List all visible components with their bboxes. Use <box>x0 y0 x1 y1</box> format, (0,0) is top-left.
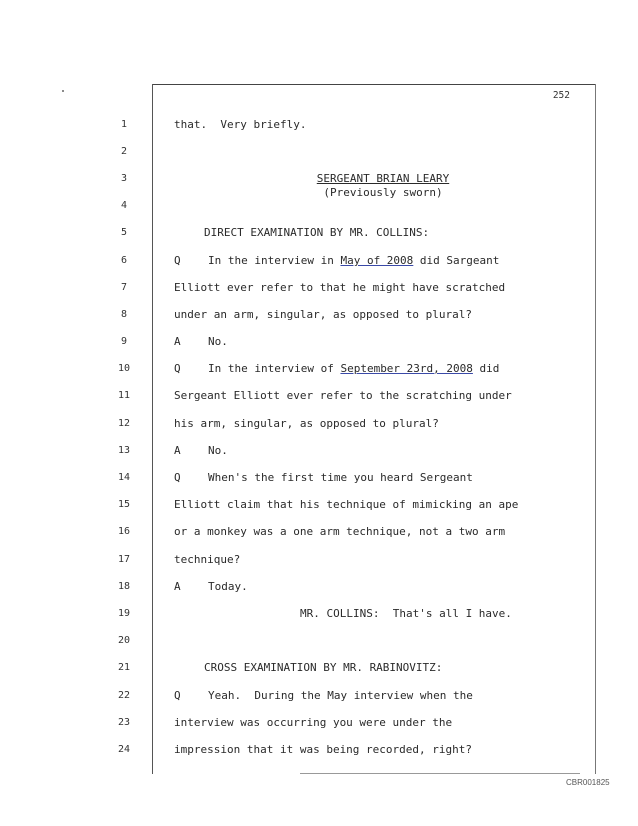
line-number: 3 <box>120 173 128 184</box>
line-number: 13 <box>117 445 131 456</box>
answer-tag: A <box>174 335 181 348</box>
transcript-segment: No. <box>208 335 228 348</box>
transcript-line: Elliott ever refer to that he might have scratched <box>174 281 506 294</box>
line-number: 17 <box>117 554 131 565</box>
line-number: 4 <box>120 200 128 211</box>
transcript-segment: No. <box>208 444 228 457</box>
page-border-top <box>152 84 596 85</box>
question-tag: Q <box>174 254 181 267</box>
page-border-bottom <box>300 773 580 774</box>
transcript-line: or a monkey was a one arm technique, not a two arm <box>174 525 506 538</box>
line-number: 10 <box>117 363 131 374</box>
transcript-segment: did Sargeant <box>413 254 500 267</box>
scan-speck <box>62 90 64 92</box>
transcript-line <box>174 689 584 702</box>
transcript-segment: In the interview of <box>208 362 341 375</box>
transcript-line: Sergeant Elliott ever refer to the scratching under <box>174 389 512 402</box>
transcript-line: that. Very briefly. <box>174 118 307 131</box>
line-number: 21 <box>117 662 131 673</box>
transcript-line <box>174 444 584 457</box>
transcript-segment: Today. <box>208 580 248 593</box>
line-number: 2 <box>120 146 128 157</box>
transcript-segment: When's the first time you heard Sergeant <box>208 471 473 484</box>
transcript-line: impression that it was being recorded, right? <box>174 743 473 756</box>
line-number: 12 <box>117 418 131 429</box>
examination-heading: CROSS EXAMINATION BY MR. RABINOVITZ: <box>204 661 443 674</box>
question-tag: Q <box>174 362 181 375</box>
examination-heading: DIRECT EXAMINATION BY MR. COLLINS: <box>204 226 430 239</box>
page-number: 252 <box>552 90 570 101</box>
handwritten-underline: May of 2008 <box>340 254 414 267</box>
line-number: 9 <box>120 336 128 347</box>
transcript-line <box>174 471 584 484</box>
transcript-line <box>174 335 584 348</box>
transcript-segment: did <box>472 362 500 375</box>
question-tag: Q <box>174 471 181 484</box>
transcript-line <box>174 580 584 593</box>
answer-tag: A <box>174 444 181 457</box>
answer-tag: A <box>174 580 181 593</box>
transcript-line: Elliott claim that his technique of mimicking an ape <box>174 498 519 511</box>
witness-name: SERGEANT BRIAN LEARY <box>316 172 450 185</box>
line-number: 1 <box>120 119 128 130</box>
line-number: 22 <box>117 690 131 701</box>
line-number: 15 <box>117 499 131 510</box>
question-tag: Q <box>174 689 181 702</box>
transcript-segment: In the interview in <box>208 254 341 267</box>
line-number: 23 <box>117 717 131 728</box>
transcript-line: MR. COLLINS: That's all I have. <box>300 607 512 620</box>
transcript-line: his arm, singular, as opposed to plural? <box>174 417 439 430</box>
line-number: 5 <box>120 227 128 238</box>
bates-number: CBR001825 <box>566 778 610 787</box>
line-number: 24 <box>117 744 131 755</box>
line-number: 14 <box>117 472 131 483</box>
transcript-line <box>174 254 584 267</box>
line-number: 16 <box>117 526 131 537</box>
line-number: 7 <box>120 282 128 293</box>
page-border-left <box>152 84 153 774</box>
transcript-segment: Yeah. During the May interview when the <box>208 689 473 702</box>
line-number: 18 <box>117 581 131 592</box>
handwritten-underline: September 23rd, 2008 <box>340 362 473 375</box>
transcript-line: interview was occurring you were under the <box>174 716 453 729</box>
line-number: 6 <box>120 255 128 266</box>
line-number: 20 <box>117 635 131 646</box>
witness-status: (Previously sworn) <box>323 186 443 199</box>
transcript-line <box>174 362 584 375</box>
line-number: 8 <box>120 309 128 320</box>
transcript-line: technique? <box>174 553 241 566</box>
transcript-line: under an arm, singular, as opposed to plural? <box>174 308 473 321</box>
line-number: 11 <box>117 390 131 401</box>
line-number: 19 <box>117 608 131 619</box>
